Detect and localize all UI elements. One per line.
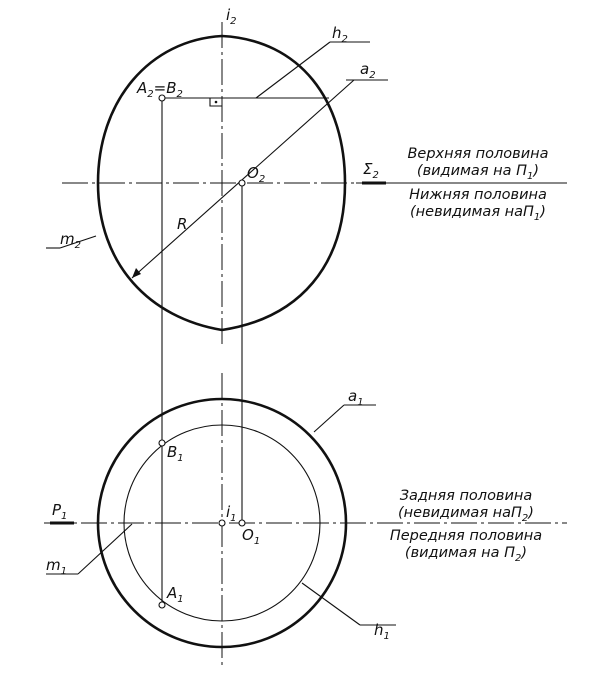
caption-front-half-line1: Передняя половина bbox=[389, 528, 543, 544]
leader-h1 bbox=[302, 583, 360, 625]
caption-back-half-line2: (невидимая наП$_2$) bbox=[398, 505, 534, 524]
radius-line bbox=[132, 80, 354, 278]
caption-back-half-line1: Задняя половина bbox=[399, 488, 533, 504]
label-a1: $a_1$ bbox=[348, 387, 364, 408]
label-b1: $B_1$ bbox=[167, 443, 184, 464]
label-h2: $h_2$ bbox=[332, 24, 348, 45]
caption-upper-half-line2: (видимая на $П_1$) bbox=[416, 163, 540, 182]
label-i2: $i_2$ bbox=[226, 6, 237, 27]
label-p1: $P_1$ bbox=[52, 501, 68, 522]
label-a1-point: $A_1$ bbox=[167, 584, 184, 605]
label-o1: $O_1$ bbox=[242, 526, 261, 547]
label-sigma2: $\Sigma_2$ bbox=[363, 160, 379, 181]
label-o2: $O_2$ bbox=[247, 164, 266, 185]
leader-a1 bbox=[314, 405, 344, 432]
point-o2 bbox=[239, 180, 245, 186]
caption-lower-half-line1: Нижняя половина bbox=[409, 187, 547, 203]
point-b1 bbox=[159, 440, 165, 446]
caption-front-half-line2: (видимая на $П_2$) bbox=[404, 545, 528, 564]
point-a1 bbox=[159, 602, 165, 608]
label-m1: $m_1$ bbox=[46, 556, 67, 577]
caption-lower-half-line2: (невидимая наП$_1$) bbox=[410, 204, 546, 223]
caption-upper-half-line1: Верхняя половина bbox=[407, 146, 549, 162]
label-i1: $i_1$ bbox=[226, 503, 237, 524]
radius-arrow bbox=[132, 268, 141, 278]
right-angle-dot bbox=[215, 101, 218, 104]
point-i1 bbox=[219, 520, 225, 526]
label-h1: $h_1$ bbox=[374, 621, 390, 642]
label-radius: R bbox=[177, 215, 188, 233]
label-m2: $m_2$ bbox=[60, 230, 81, 251]
label-a2: $a_2$ bbox=[360, 60, 376, 81]
label-a2-b2: $A_2=B_2$ bbox=[137, 79, 183, 100]
